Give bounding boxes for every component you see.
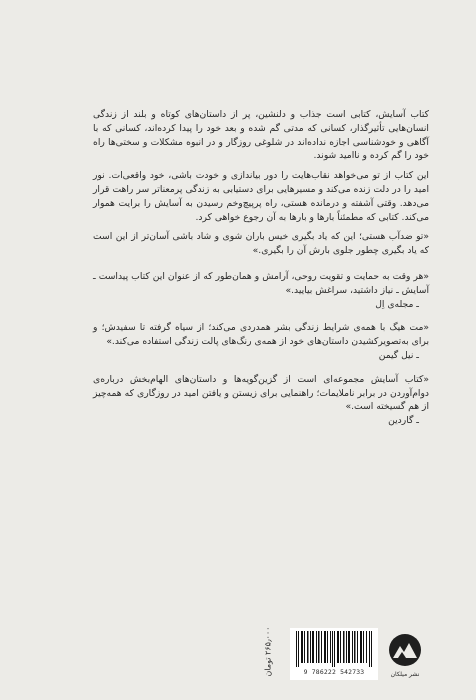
publisher-name: نشر میلکان [390, 671, 420, 678]
blurb-text [93, 108, 429, 438]
quote-text: «مت هیگ با همه‌ی شرایط زندگی بشر همدردی می‌کند؛ از سیاه گرفته تا سفیدش؛ و برای به‌تصویرکشیدن داستان‌های خود از همه‌ی رنگ‌های پالت زندگی استفاده می‌کند.» [93, 322, 429, 348]
quote-source: ـ نیل گیمن [378, 349, 419, 361]
publisher-logo [388, 631, 422, 679]
quote-source: ـ گاردین [388, 415, 419, 427]
quote-text: «تو ضدآب هستی؛ این که یاد بگیری خیس باران شوی و شاد باشی آسان‌تر از این است که یاد بگیری چطور جلوی بارش آن را بگیری.» [93, 231, 429, 257]
price-label-container [262, 622, 274, 680]
quote-source: ـ مجله‌ی اِل [375, 298, 419, 310]
quote-text: «کتاب آسایش مجموعه‌ای است از گزین‌گویه‌ها و داستان‌های الهام‌بخش درباره‌ی دوام‌آوردن در برابر ناملایمات؛ راهنمایی برای زیستن و یافتن امید در روزگاری که همه‌چیز از هم گسیخته است.» [93, 373, 429, 413]
price-label: ۲۶۵٫۰۰۰ تومان [263, 626, 273, 676]
isbn-barcode [290, 628, 378, 680]
barcode-bars [294, 631, 374, 667]
description-paragraph: این کتاب از تو می‌خواهد نقاب‌هایت را دور بیاندازی و خودت باشی، خود واقعی‌ات. نور امید را در دلت زنده می‌کند و مسیرهایی برای دستیابی به زندگی پرمعناتر سر راهت قرار می‌دهد. وقتی آشفته و درمانده هستی، راه پرپیچ‌وخم رسیدن به آسایش را برایت هموار می‌کند. کتابی که مطمئناً بارها و بارها به آن رجوع خواهی کرد. [93, 170, 429, 223]
quote-text: «هر وقت به حمایت و تقویت روحی، آرامش و همان‌طور که از عنوان این کتاب پیداست ـ آسایش ـ نیاز داشتید، سراغش بیایید.» [93, 270, 429, 296]
isbn-number: 9 786222 542733 [303, 668, 365, 676]
publisher-logo-icon [388, 631, 422, 669]
intro-paragraph: کتاب آسایش، کتابی است جذاب و دلنشین، پر از داستان‌های کوتاه و بلند از زندگی انسان‌هایی تأثیرگذار، کسانی که مدتی گم شده و بعد خود را پیدا کرده‌اند، کسانی که با آگاهی و خودشناسی اجازه نداده‌اند در شلوغی روزگار و در انبوه مشکلات و سختی‌ها راه خود را گم کرده و ناامید شوند. [93, 109, 429, 162]
